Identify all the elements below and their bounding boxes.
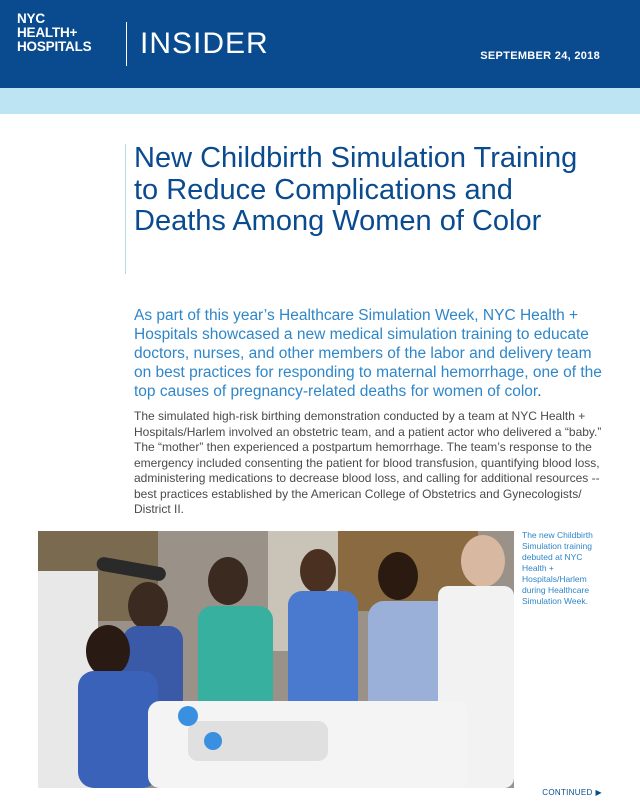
lead-period: . [537, 383, 542, 400]
logo-line-health: HEALTH+ [17, 25, 78, 40]
article-headline: New Childbirth Simulation Training to Reduce Complications and Deaths Among Women of Color [134, 142, 578, 237]
header-bar [0, 0, 640, 88]
logo-line-hospitals: HOSPITALS [17, 39, 92, 54]
photo-illustration [38, 531, 514, 788]
continued-link[interactable] [542, 788, 602, 797]
nyc-health-hospitals-logo [17, 12, 117, 54]
article-body: The simulated high-risk birthing demonstration conducted by a team at NYC Health + Hospitals/Harlem involved an obstetric team, and a patient actor who delivered a “baby.” The “mother” then experienced a postpartum hemorrhage. The team’s response to the emergency included consenting the patient for blood transfusion, quantifying blood loss, administering medications to decrease blood loss, and calling for additional resources -- best practices established by the American College of Obstetrics and Gynecologists/ District II. [134, 409, 602, 516]
logo-line-nyc: NYC [17, 11, 45, 26]
headline-rule [125, 144, 126, 274]
article-lead [134, 306, 612, 401]
lead-text: As part of this year’s Healthcare Simulation Week, NYC Health + Hospitals showcased a new medical simulation training to educate doctors, nurses, and other members of the labor and delivery team on best practices for responding to maternal hemorrhage, one of the top causes of pregnancy-related deaths for women of color [134, 307, 602, 400]
issue-date: SEPTEMBER 24, 2018 [480, 50, 600, 62]
play-arrow-icon: ▶ [595, 788, 602, 797]
photo-caption: The new Childbirth Simulation training debuted at NYC Health + Hospitals/Harlem during Healthcare Simulation Week. [522, 530, 593, 606]
article-photo [38, 531, 514, 788]
publication-title: INSIDER [140, 27, 269, 60]
accent-band [0, 88, 640, 114]
header-divider [126, 22, 127, 66]
continued-label: CONTINUED [542, 788, 593, 797]
